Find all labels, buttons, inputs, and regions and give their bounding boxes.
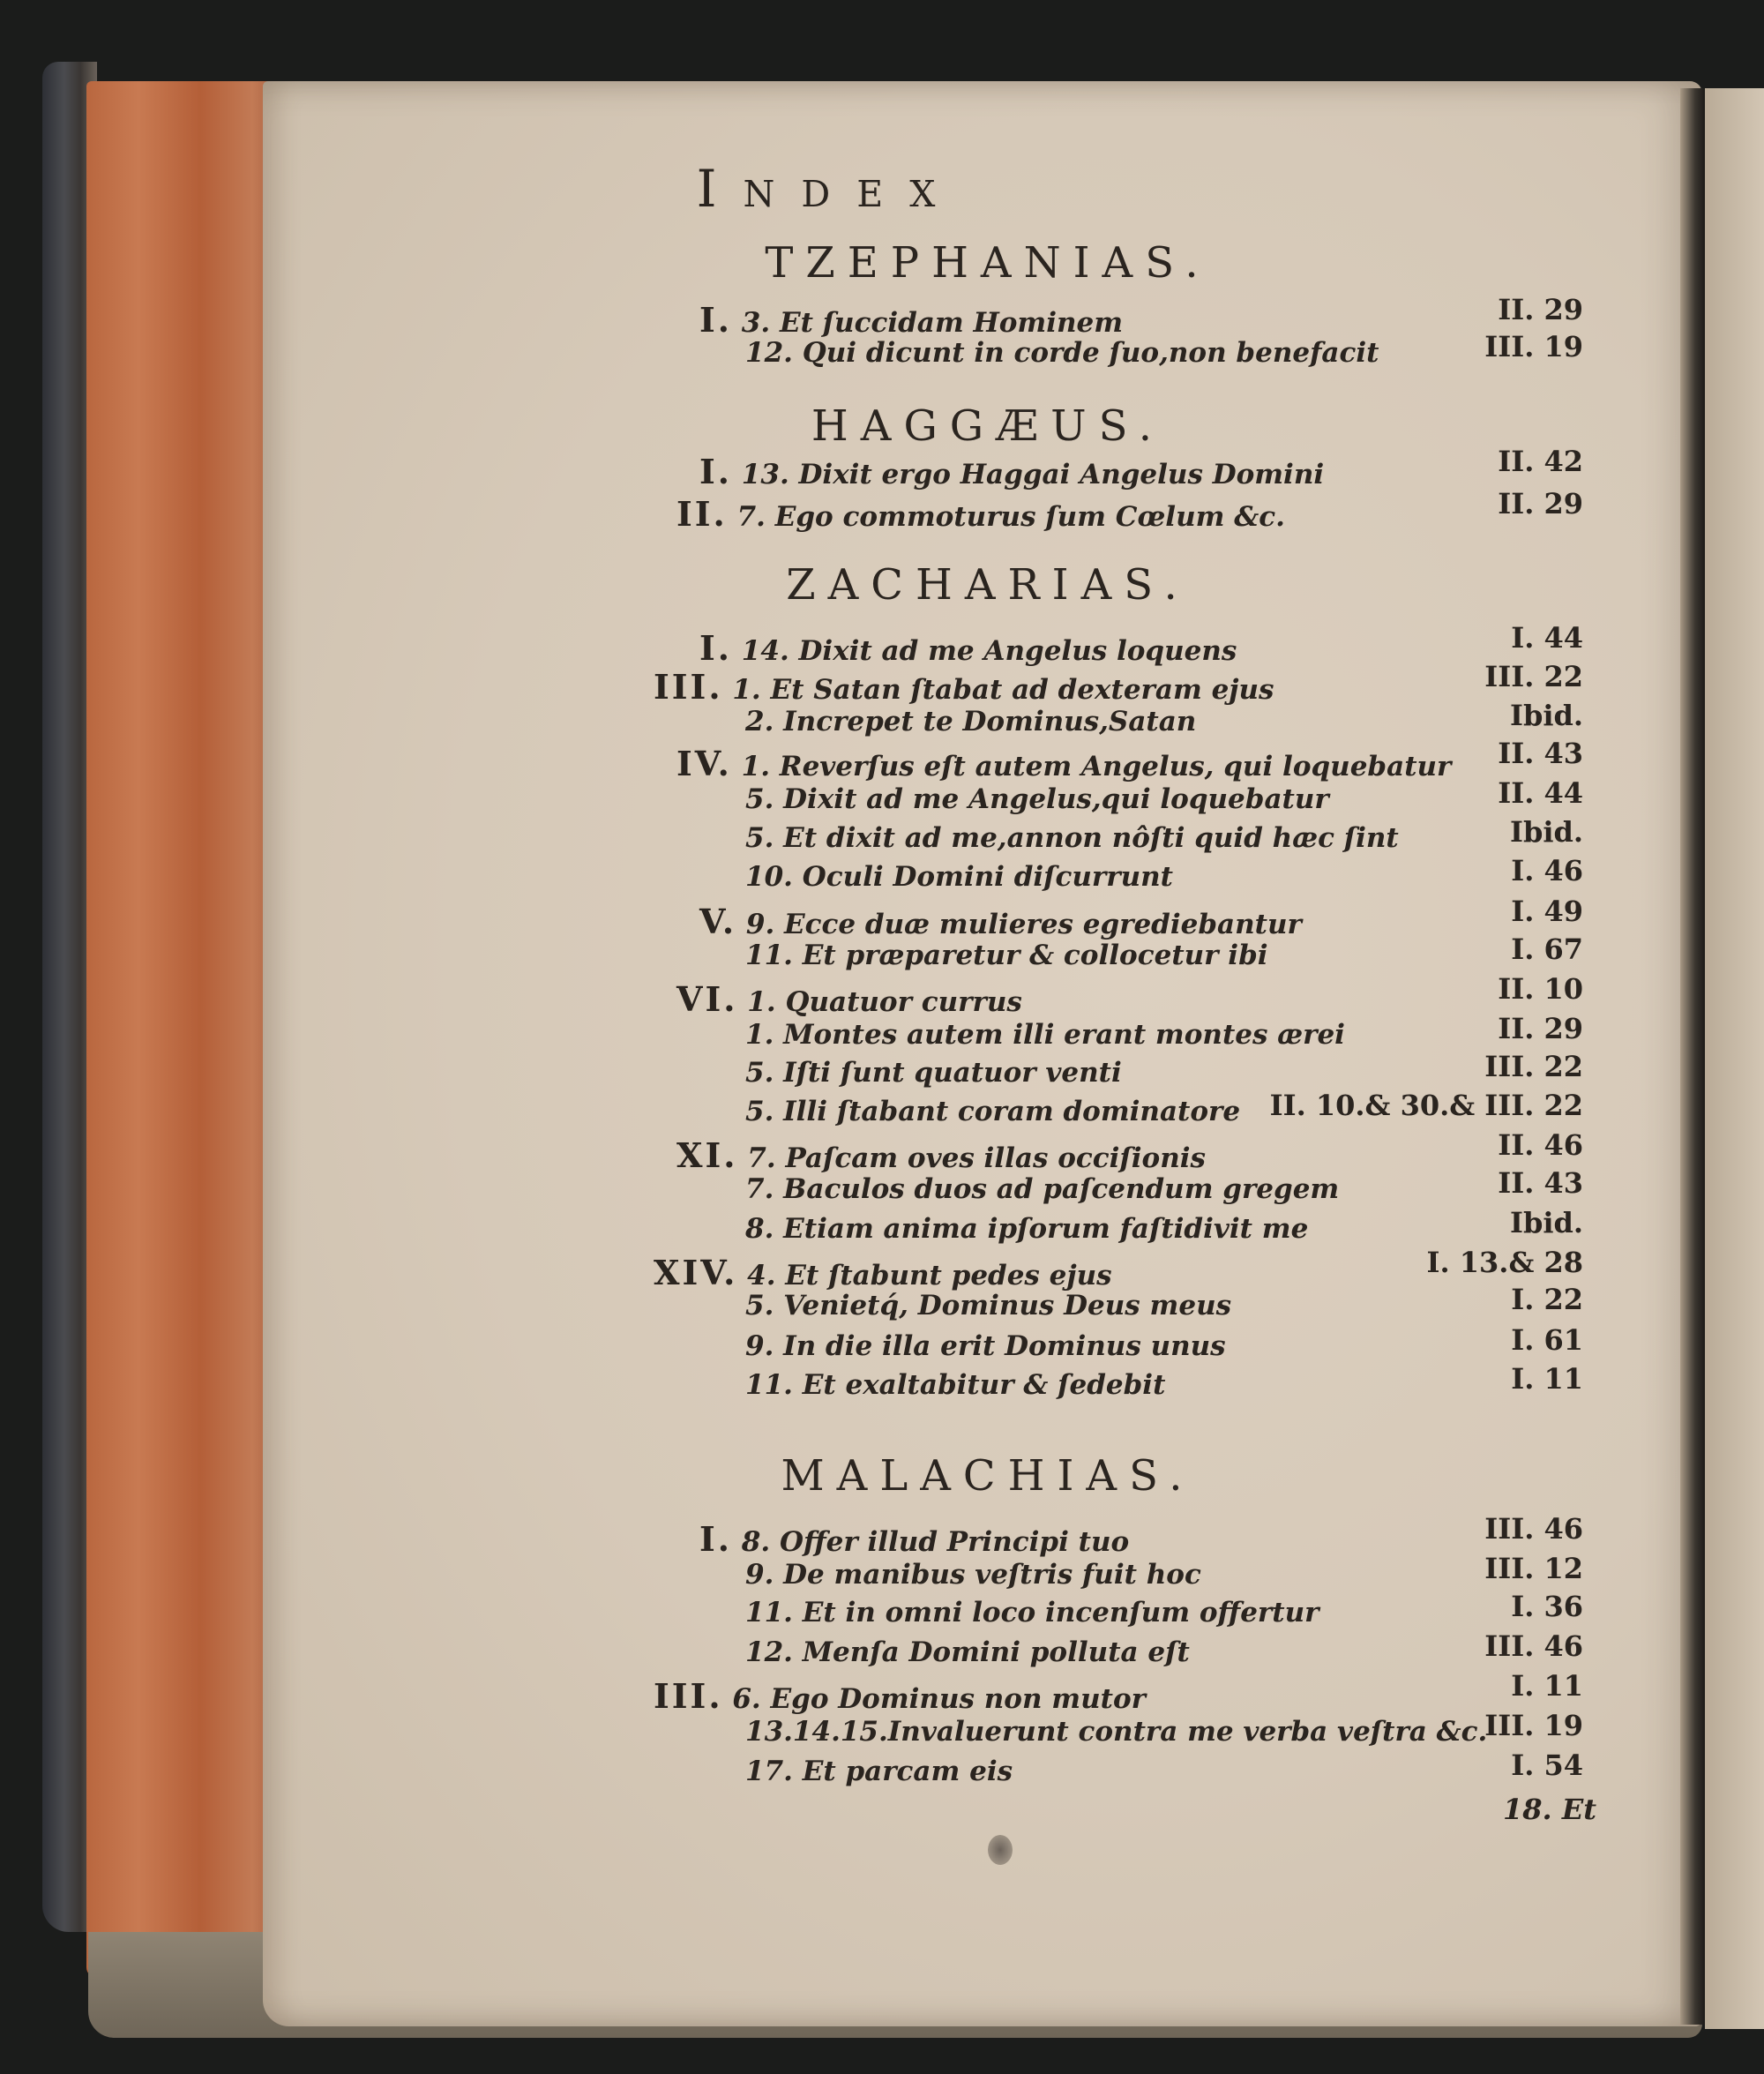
verse-text: 1. Quatuor currus (737, 986, 1022, 1018)
page-reference: I. 13.& 28 (1426, 1246, 1583, 1279)
page-reference: II. 29 (1498, 293, 1583, 326)
verse-text: 5. Iſti ſunt quatuor venti (745, 1057, 1122, 1089)
verse-text: 5. Venietq́, Dominus Deus meus (745, 1290, 1232, 1322)
verse-text: 2. Increpet te Dominus,Satan (745, 706, 1197, 738)
page-reference: I. 44 (1511, 621, 1583, 655)
verse-text: 1. Montes autem illi erant montes ærei (745, 1019, 1345, 1051)
index-entry (745, 1597, 1319, 1629)
page-reference: II. 29 (1498, 1012, 1583, 1045)
verse-text: 17. Et parcam eis (745, 1756, 1013, 1787)
page-reference: III. 22 (1484, 1050, 1583, 1083)
index-entry (745, 822, 1399, 854)
index-entry (745, 1559, 1201, 1591)
index-entry (654, 667, 1274, 707)
index-entry (745, 861, 1173, 893)
chapter-number: V. (699, 902, 737, 941)
verse-text: 11. Et exaltabitur & ſedebit (745, 1369, 1166, 1401)
verse-text: 12. Qui dicunt in corde ſuo,non benefacit (745, 337, 1379, 369)
verse-text: 13. Dixit ergo Haggai Angelus Domini (732, 459, 1325, 490)
page-reference: Ibid. (1509, 815, 1583, 849)
index-entry (676, 744, 1451, 783)
verse-text: 9. De manibus veſtris fuit hoc (745, 1559, 1201, 1591)
page-reference: II. 42 (1498, 445, 1583, 478)
page-reference: III. 12 (1484, 1552, 1583, 1585)
index-entry (699, 300, 1123, 340)
index-entry (745, 1756, 1013, 1787)
verse-text: 7. Baculos duos ad paſcendum gregem (745, 1173, 1340, 1205)
chapter-number: I. (699, 1519, 733, 1559)
verse-text: 3. Et ſuccidam Hominem (732, 307, 1124, 339)
index-entry (745, 1019, 1345, 1051)
page-reference: Ibid. (1509, 699, 1583, 732)
page-reference: I. 54 (1511, 1748, 1583, 1782)
page-reference: II. 10.& 30.& III. 22 (1269, 1089, 1583, 1122)
book-heading: ZACHARIAS. (786, 560, 1190, 610)
index-entry (745, 1369, 1165, 1401)
page-reference: III. 19 (1484, 330, 1583, 363)
page-reference: I. 36 (1511, 1590, 1583, 1623)
chapter-number: XI. (676, 1135, 738, 1175)
index-entry (699, 1519, 1129, 1559)
verse-text: 1. Et Satan ſtabat ad dexteram ejus (722, 674, 1274, 706)
page-reference: III. 22 (1484, 660, 1583, 693)
page-reference: II. 46 (1498, 1128, 1583, 1162)
verse-text: 11. Et præparetur & collocetur ibi (745, 940, 1268, 971)
page-reference: II. 43 (1498, 737, 1583, 770)
chapter-number: I. (699, 300, 733, 340)
index-entry (699, 452, 1324, 491)
verse-text: 10. Oculi Domini diſcurrunt (745, 861, 1173, 893)
page-reference: II. 10 (1498, 972, 1583, 1006)
index-entry (699, 902, 1302, 941)
index-entry (745, 1716, 1487, 1748)
chapter-number: VI. (676, 979, 738, 1019)
page-reference: III. 46 (1484, 1629, 1583, 1663)
index-entry (745, 1096, 1240, 1127)
index-entry (745, 1290, 1231, 1322)
chapter-number: I. (699, 628, 733, 668)
verse-text: 5. Dixit ad me Angelus,qui loquebatur (745, 783, 1329, 815)
verse-text: 6. Ego Dominus non mutor (722, 1683, 1146, 1715)
page-reference: I. 22 (1511, 1283, 1583, 1316)
chapter-number: I. (699, 452, 733, 491)
chapter-number: IV. (676, 744, 732, 783)
page-reference: I. 11 (1511, 1362, 1583, 1396)
chapter-number: III. (654, 1676, 723, 1716)
verse-text: 1. Reverſus eſt autem Angelus, qui loquebatur (731, 751, 1452, 782)
verse-text: 8. Etiam anima ipſorum faſtidivit me (745, 1213, 1309, 1245)
index-entry (745, 337, 1379, 369)
verse-text: 8. Offer illud Principi tuo (732, 1526, 1130, 1558)
index-entry (745, 706, 1196, 738)
verse-text: 5. Et dixit ad me,annon nôſti quid hæc ſint (745, 822, 1399, 854)
index-entry (745, 940, 1268, 971)
page-reference: I. 61 (1511, 1323, 1583, 1357)
verse-text: 9. In die illa erit Dominus unus (745, 1330, 1226, 1362)
page-reference: III. 46 (1484, 1512, 1583, 1546)
verse-text: 9. Ecce duæ mulieres egrediebantur (736, 909, 1302, 940)
page-reference: Ibid. (1509, 1206, 1583, 1239)
index-entry (745, 783, 1329, 815)
verse-text: 7. Paſcam oves illas occiſionis (737, 1142, 1206, 1174)
index-entry (676, 979, 1022, 1019)
page-reference: I. 46 (1511, 854, 1583, 887)
chapter-number: XIV. (654, 1253, 738, 1292)
index-entry (745, 1173, 1339, 1205)
index-entry (676, 494, 1285, 534)
page-reference: III. 19 (1484, 1709, 1583, 1742)
chapter-number: III. (654, 667, 723, 707)
index-entry (745, 1057, 1122, 1089)
page-reference: I. 11 (1511, 1669, 1583, 1703)
page-reference: II. 43 (1498, 1166, 1583, 1200)
book-heading: HAGGÆUS. (811, 401, 1165, 451)
verse-text: 12. Menſa Domini polluta eſt (745, 1636, 1190, 1668)
book-heading: TZEPHANIAS. (765, 238, 1211, 288)
page-reference: I. 67 (1511, 932, 1583, 966)
index-entry (654, 1676, 1146, 1716)
verse-text: 5. Illi ſtabant coram dominatore (745, 1096, 1241, 1127)
page-reference: II. 44 (1498, 776, 1583, 810)
book-heading: MALACHIAS. (781, 1451, 1195, 1501)
index-entry (745, 1330, 1226, 1362)
index-entry (745, 1213, 1308, 1245)
verse-text: 13.14.15.Invaluerunt contra me verba veſtra &c. (745, 1716, 1488, 1748)
page-title: Index (696, 159, 962, 219)
page-reference: I. 49 (1511, 895, 1583, 928)
page-reference: II. 29 (1498, 487, 1583, 520)
index-entry (676, 1135, 1206, 1175)
chapter-number: II. (676, 494, 728, 534)
verse-text: 7. Ego commoturus ſum Cœlum &c. (727, 501, 1285, 533)
index-entry (699, 628, 1237, 668)
index-entry (745, 1636, 1190, 1668)
verse-text: 14. Dixit ad me Angelus loquens (732, 635, 1237, 667)
catchword: 18. Et (1503, 1793, 1596, 1826)
verse-text: 11. Et in omni loco incenſum offertur (745, 1597, 1319, 1629)
index-entry (654, 1253, 1112, 1292)
verse-text: 4. Et ſtabunt pedes ejus (737, 1260, 1112, 1292)
